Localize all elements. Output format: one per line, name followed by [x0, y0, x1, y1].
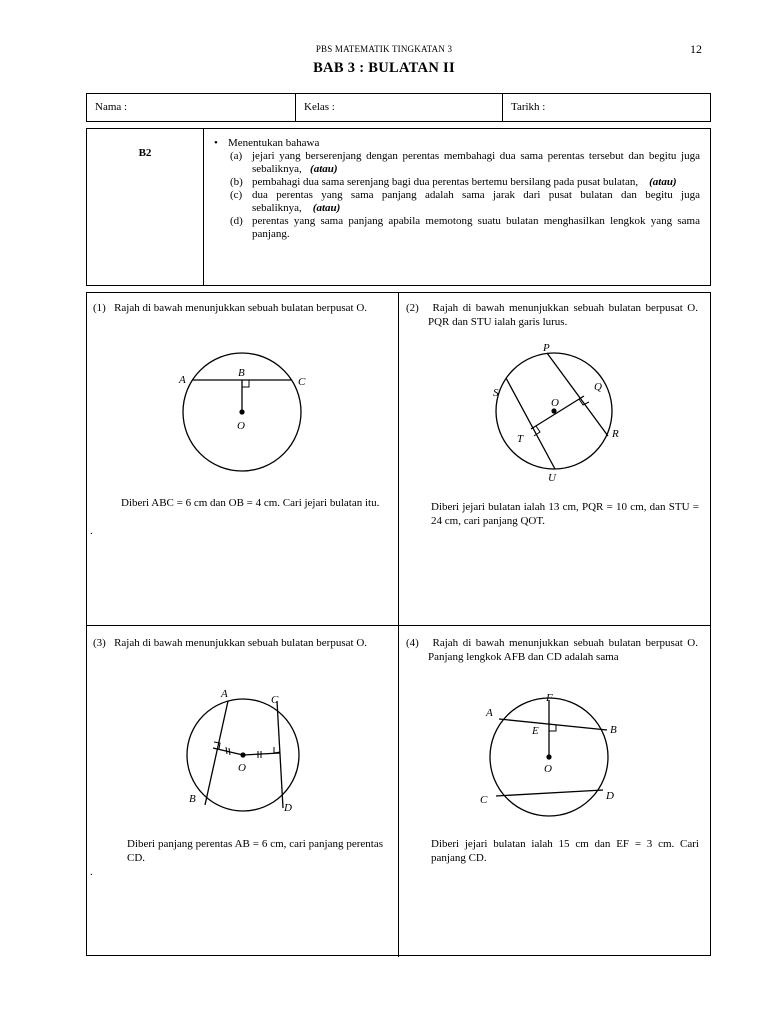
chapter-title: BAB 3 : BULATAN II	[313, 60, 455, 76]
label-P: P	[543, 342, 550, 354]
label-B: B	[610, 724, 617, 736]
student-info-box	[86, 93, 711, 122]
label-O: O	[237, 420, 245, 432]
question-3-given: Diberi panjang perentas AB = 6 cm, cari panjang perentas CD.	[127, 838, 383, 864]
page-number: 12	[690, 42, 702, 56]
q4-circle-diagram	[479, 688, 629, 818]
label-F: F	[546, 692, 553, 704]
standard-item: (b) pembahagi dua sama serenjang bagi dua perentas bertemu bersilang pada pusat bulatan, (atau)	[230, 176, 677, 188]
margin-dot: .	[90, 866, 93, 878]
label-A: A	[486, 707, 493, 719]
name-field[interactable]: Nama :	[95, 101, 128, 113]
label-O: O	[551, 397, 559, 409]
q3-circle-diagram	[177, 682, 317, 822]
standard-item: (d) perentas yang sama panjang apabila memotong suatu bulatan menghasilkan lengkok yang sama panjang.	[230, 215, 700, 240]
label-U: U	[548, 472, 556, 484]
label-Q: Q	[594, 381, 602, 393]
subject-header: PBS MATEMATIK TINGKATAN 3	[315, 44, 453, 54]
label-O: O	[544, 763, 552, 775]
question-4-intro: (4) Rajah di bawah menunjukkan sebuah bulatan berpusat O. Panjang lengkok AFB dan CD adalah sama	[406, 637, 699, 663]
bullet-icon: •	[214, 137, 218, 149]
standard-item: (c) dua perentas yang sama panjang adalah sama jarak dari pusat bulatan dan begitu juga sebaliknya, (atau)	[230, 189, 700, 214]
questions-grid	[86, 292, 711, 956]
standard-lead: Menentukan bahawa	[228, 137, 320, 149]
question-4-given: Diberi jejari bulatan ialah 15 cm dan EF = 3 cm. Cari panjang CD.	[431, 838, 699, 864]
standard-description	[204, 129, 710, 241]
label-C: C	[480, 794, 488, 806]
question-1-intro: (1) Rajah di bawah menunjukkan sebuah bulatan berpusat O.	[93, 302, 368, 314]
date-field[interactable]: Tarikh :	[502, 94, 710, 121]
question-1-given: Diberi ABC = 6 cm dan OB = 4 cm. Cari jejari bulatan itu.	[121, 497, 380, 509]
q2-circle-diagram	[469, 338, 639, 488]
question-3-intro: (3) Rajah di bawah menunjukkan sebuah bulatan berpusat O.	[93, 637, 368, 649]
standard-code: B2	[87, 129, 204, 285]
label-A: A	[221, 688, 228, 700]
q1-circle-diagram	[172, 348, 312, 478]
label-R: R	[612, 428, 619, 440]
standard-item: (a) jejari yang berserenjang dengan perentas membahagi dua sama perentas tersebut dan begitu juga sebaliknya, (atau)	[230, 150, 700, 175]
label-D: D	[284, 802, 292, 814]
label-B: B	[238, 367, 245, 379]
question-2-intro: (2) Rajah di bawah menunjukkan sebuah bulatan berpusat O. PQR dan STU ialah garis lurus.	[406, 302, 699, 328]
label-C: C	[298, 376, 306, 388]
label-T: T	[517, 433, 524, 445]
label-A: A	[179, 374, 186, 386]
label-D: D	[606, 790, 614, 802]
question-2-given: Diberi jejari bulatan ialah 13 cm, PQR = 10 cm, dan STU = 24 cm, cari panjang QOT.	[431, 501, 699, 527]
question-4	[398, 625, 710, 957]
label-O: O	[238, 762, 246, 774]
label-S: S	[493, 387, 499, 399]
margin-dot: .	[90, 525, 93, 537]
question-1	[87, 293, 399, 625]
learning-standard-box	[86, 128, 711, 286]
question-2	[398, 293, 710, 625]
label-C: C	[271, 694, 279, 706]
label-B: B	[189, 793, 196, 805]
question-3	[87, 625, 399, 957]
class-field[interactable]: Kelas :	[295, 94, 502, 121]
label-E: E	[532, 725, 539, 737]
